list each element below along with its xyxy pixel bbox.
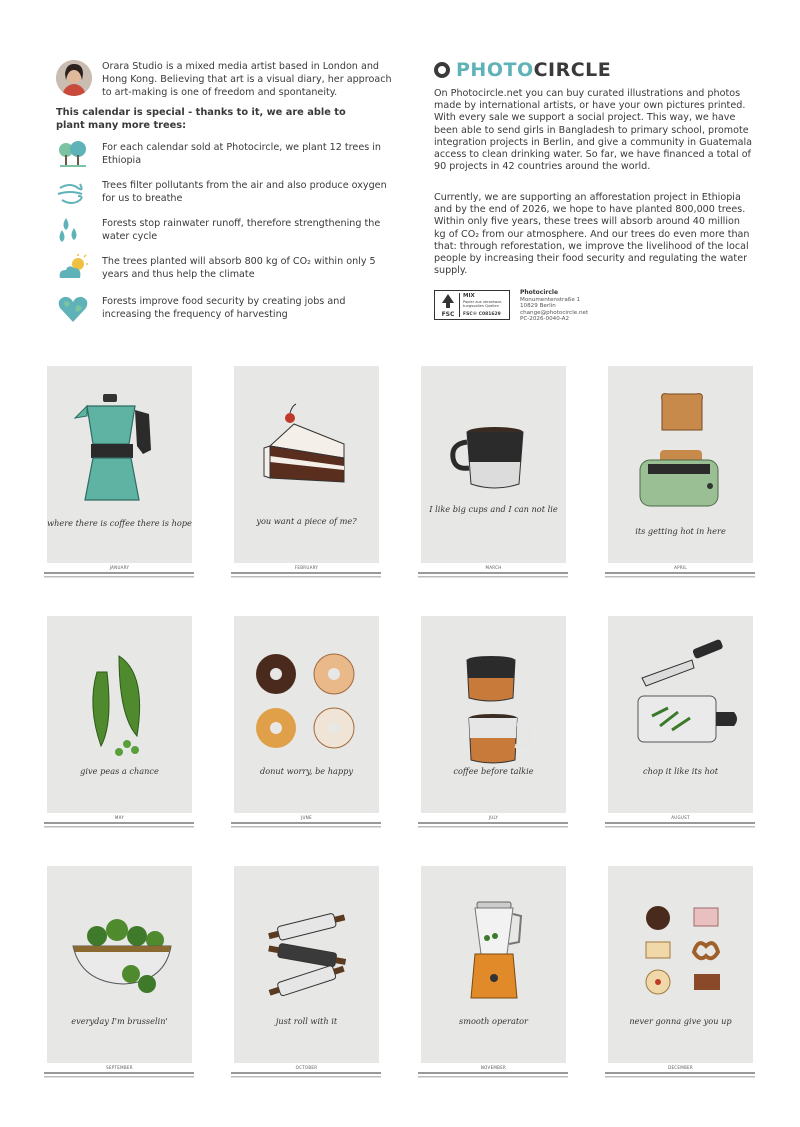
- month-motto: never gonna give you up: [629, 1016, 732, 1026]
- month-label: JULY: [488, 815, 499, 820]
- special-heading: This calendar is special - thanks to it, we are able to plant many more trees:: [56, 107, 346, 131]
- logo-word-photo: PHOTO: [456, 59, 534, 81]
- project-paragraph: Currently, we are supporting an afforestation project in Ethiopia and by the end of 2026, we hope to have planted 800,000 trees. Within only five years, these trees will absorb around 40 million kg of CO₂ from our atmosphere. And our trees do even more than that: through reforestation, we improve the livelihood of the local people by increasing their food security and regulating the water supply.: [434, 192, 750, 277]
- month-motto: coffee before talkie: [453, 766, 534, 776]
- month-motto: I like big cups and I can not lie: [429, 504, 558, 514]
- month-label: APRIL: [674, 565, 687, 570]
- feature-text: Forests stop rainwater runoff, therefore strengthening the water cycle: [102, 218, 381, 242]
- month-motto: chop it like its hot: [643, 766, 718, 776]
- feature-text: Forests improve food security by creating jobs and increasing the frequency of harvesting: [102, 296, 346, 320]
- fsc-code: FSC® C081629: [463, 312, 501, 317]
- artist-bio: Orara Studio is a mixed media artist based in London and Hong Kong. Believing that art is a visual diary, her approach to art-making is one of freedom and spontaneity.: [102, 61, 392, 98]
- month-motto: its getting hot in here: [635, 526, 726, 536]
- month-label: MARCH: [485, 565, 502, 570]
- month-label: NOVEMBER: [480, 1065, 507, 1070]
- publisher-street: Monumentenstraße 1: [520, 296, 581, 303]
- month-motto: where there is coffee there is hope: [47, 518, 192, 528]
- month-motto: everyday I'm brusselin': [71, 1016, 168, 1026]
- publisher-email: change@photocircle.net: [520, 309, 589, 316]
- fsc-paper: Papier aus verantwor-tungsvollen Quellen: [463, 300, 503, 308]
- month-label: DECEMBER: [668, 1065, 693, 1070]
- publisher-city: 10829 Berlin: [520, 303, 556, 310]
- fsc-text: FSC: [441, 311, 455, 318]
- logo-word-circle: CIRCLE: [533, 59, 612, 81]
- date-strip: [44, 822, 755, 828]
- month-motto: donut worry, be happy: [259, 766, 354, 776]
- month-label: SEPTEMBER: [106, 1065, 133, 1070]
- about-paragraph: On Photocircle.net you can buy curated illustrations and photos made by international artists, or have your own pictures printed. With every sale we support a social project. This way, we have been able to send girls in Bangladesh to primary school, promote integration projects in Berlin, and give a community in Guatemala access to clean drinking water. So far, we have financed a total of 90 projects in 42 countries around the world.: [434, 88, 753, 173]
- month-label: AUGUST: [671, 815, 690, 820]
- feature-text: Trees filter pollutants from the air and also produce oxygen for us to breathe: [102, 180, 387, 204]
- month-label: JUNE: [301, 815, 312, 820]
- fsc-mix: MIX: [463, 293, 475, 299]
- month-motto: give peas a chance: [80, 766, 159, 776]
- month-motto: smooth operator: [459, 1016, 528, 1026]
- date-strip: [44, 572, 755, 578]
- publisher-ref: PC-2026-0040-A2: [520, 316, 570, 323]
- month-label: OCTOBER: [295, 1065, 318, 1070]
- month-motto: you want a piece of me?: [256, 516, 357, 526]
- month-label: MAY: [114, 815, 125, 820]
- publisher-name: Photocircle: [520, 289, 559, 296]
- month-motto: just roll with it: [275, 1016, 338, 1026]
- month-label: JANUARY: [109, 565, 130, 570]
- month-label: FEBRUARY: [294, 565, 319, 570]
- date-strip: [44, 1072, 755, 1078]
- feature-text: For each calendar sold at Photocircle, we plant 12 trees in Ethiopia: [102, 142, 382, 166]
- feature-text: The trees planted will absorb 800 kg of CO₂ within only 5 years and thus help the climate: [102, 256, 376, 280]
